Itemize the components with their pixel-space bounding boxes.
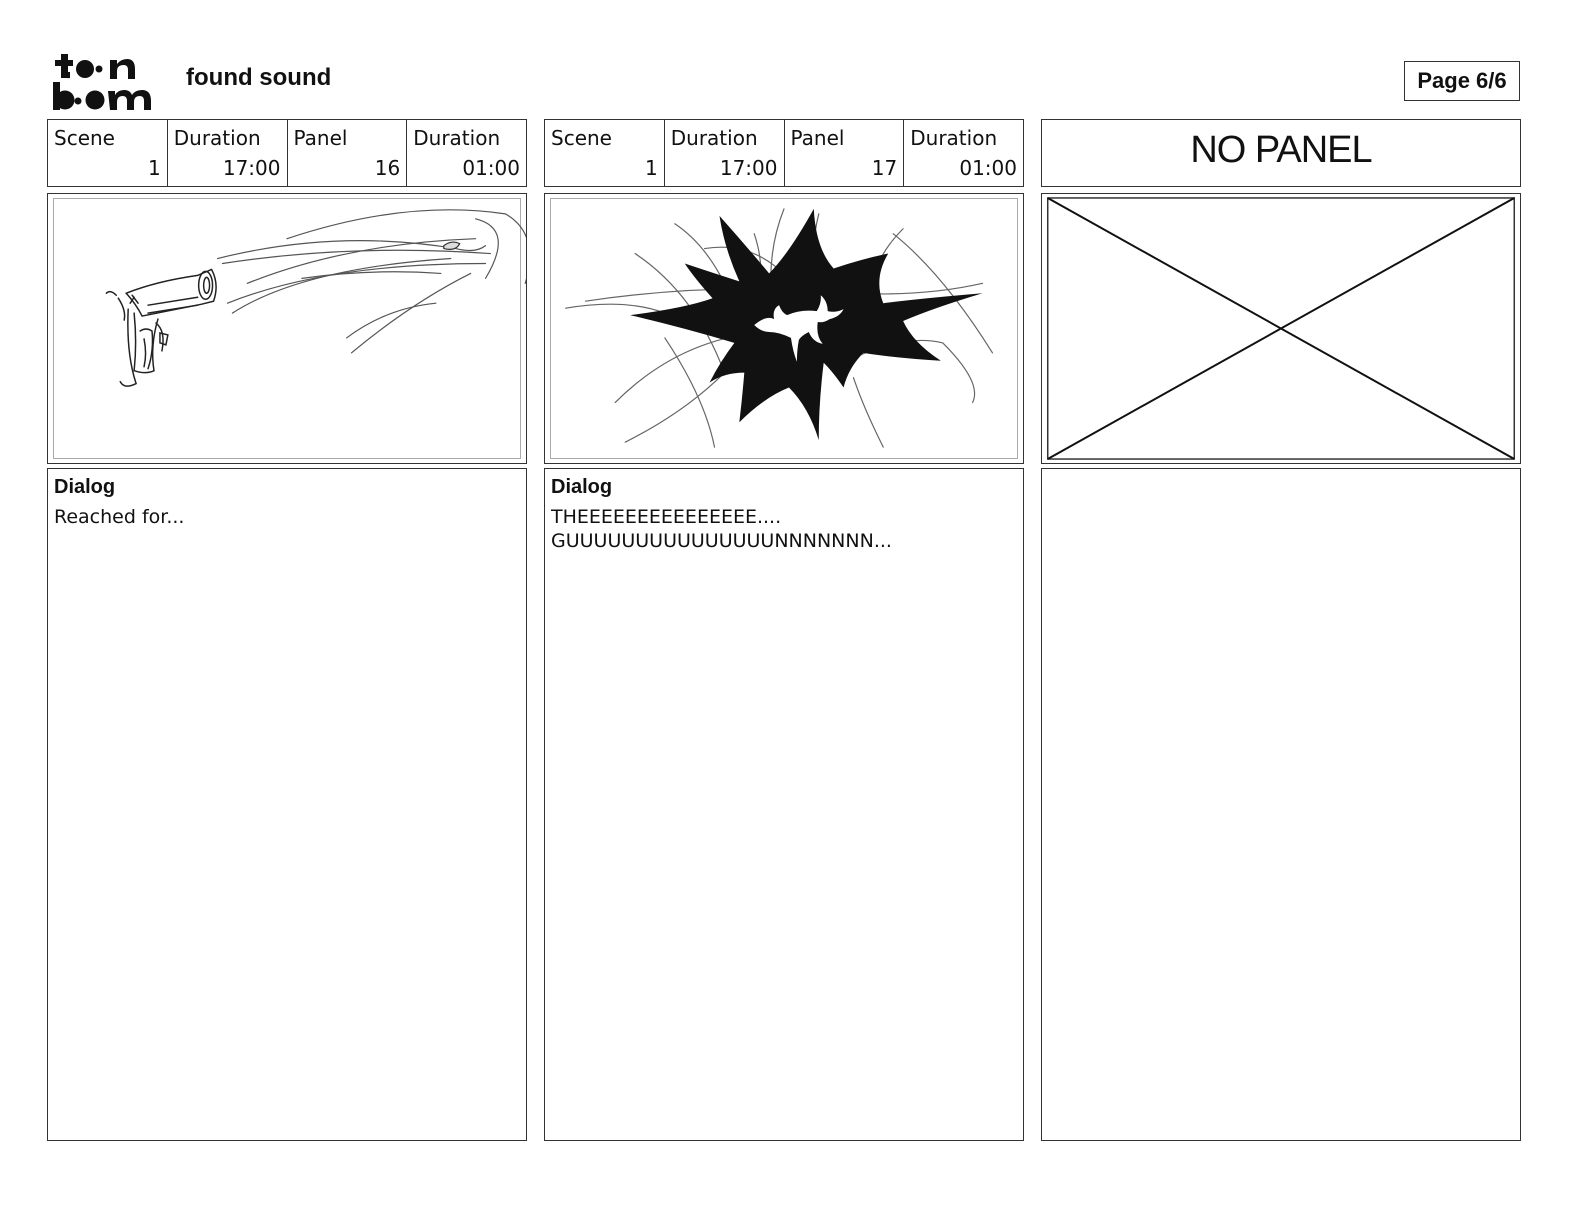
panel-duration-value: 01:00 [959, 156, 1017, 180]
project-title: found sound [186, 64, 332, 91]
dialog-text: THEEEEEEEEEEEEEEE.... GUUUUUUUUUUUUUUUNNNNNNN... [551, 506, 892, 552]
scene-label: Scene [551, 126, 612, 150]
dialog-text: Reached for... [54, 506, 185, 528]
pistol-firing-sketch-icon [48, 194, 526, 463]
scene-cell [545, 120, 665, 186]
panel-duration-cell [904, 120, 1023, 186]
scene-label: Scene [54, 126, 115, 150]
notes-panel [544, 468, 1024, 1141]
ink-splat-impact-sketch-icon [545, 194, 1023, 463]
panel-image-frame [544, 193, 1024, 464]
panel-info-bar [544, 119, 1024, 187]
panel-cell [785, 120, 905, 186]
panel-duration-value: 01:00 [462, 156, 520, 180]
no-panel-label: NO PANEL [1190, 128, 1372, 171]
scene-duration-label: Duration [173, 126, 261, 150]
panel-duration-label: Duration [413, 126, 501, 150]
notes-title: Dialog [551, 476, 613, 498]
scene-cell [48, 120, 168, 186]
scene-duration-cell [168, 120, 288, 186]
scene-duration-value: 17:00 [222, 156, 281, 180]
panel-label: Panel [790, 126, 845, 150]
scene-duration-cell [665, 120, 785, 186]
no-panel-header [1041, 119, 1521, 187]
panel-label: Panel [293, 126, 348, 150]
scene-value: 1 [645, 156, 658, 180]
panel-image-frame [47, 193, 527, 464]
empty-cross-placeholder-icon [1042, 194, 1520, 463]
panel-duration-label: Duration [910, 126, 998, 150]
toon-boom-logo [50, 50, 165, 112]
scene-duration-value: 17:00 [719, 156, 778, 180]
panel-info-bar [47, 119, 527, 187]
scene-duration-label: Duration [670, 126, 758, 150]
scene-value: 1 [148, 156, 161, 180]
panel-cell [288, 120, 408, 186]
empty-image-frame [1041, 193, 1521, 464]
panel-duration-cell [407, 120, 526, 186]
page-indicator: Page 6/6 [1404, 61, 1520, 101]
empty-notes-panel [1041, 468, 1521, 1141]
panel-value: 17 [871, 156, 898, 180]
panel-value: 16 [374, 156, 401, 180]
notes-panel [47, 468, 527, 1141]
notes-title: Dialog [54, 476, 116, 498]
